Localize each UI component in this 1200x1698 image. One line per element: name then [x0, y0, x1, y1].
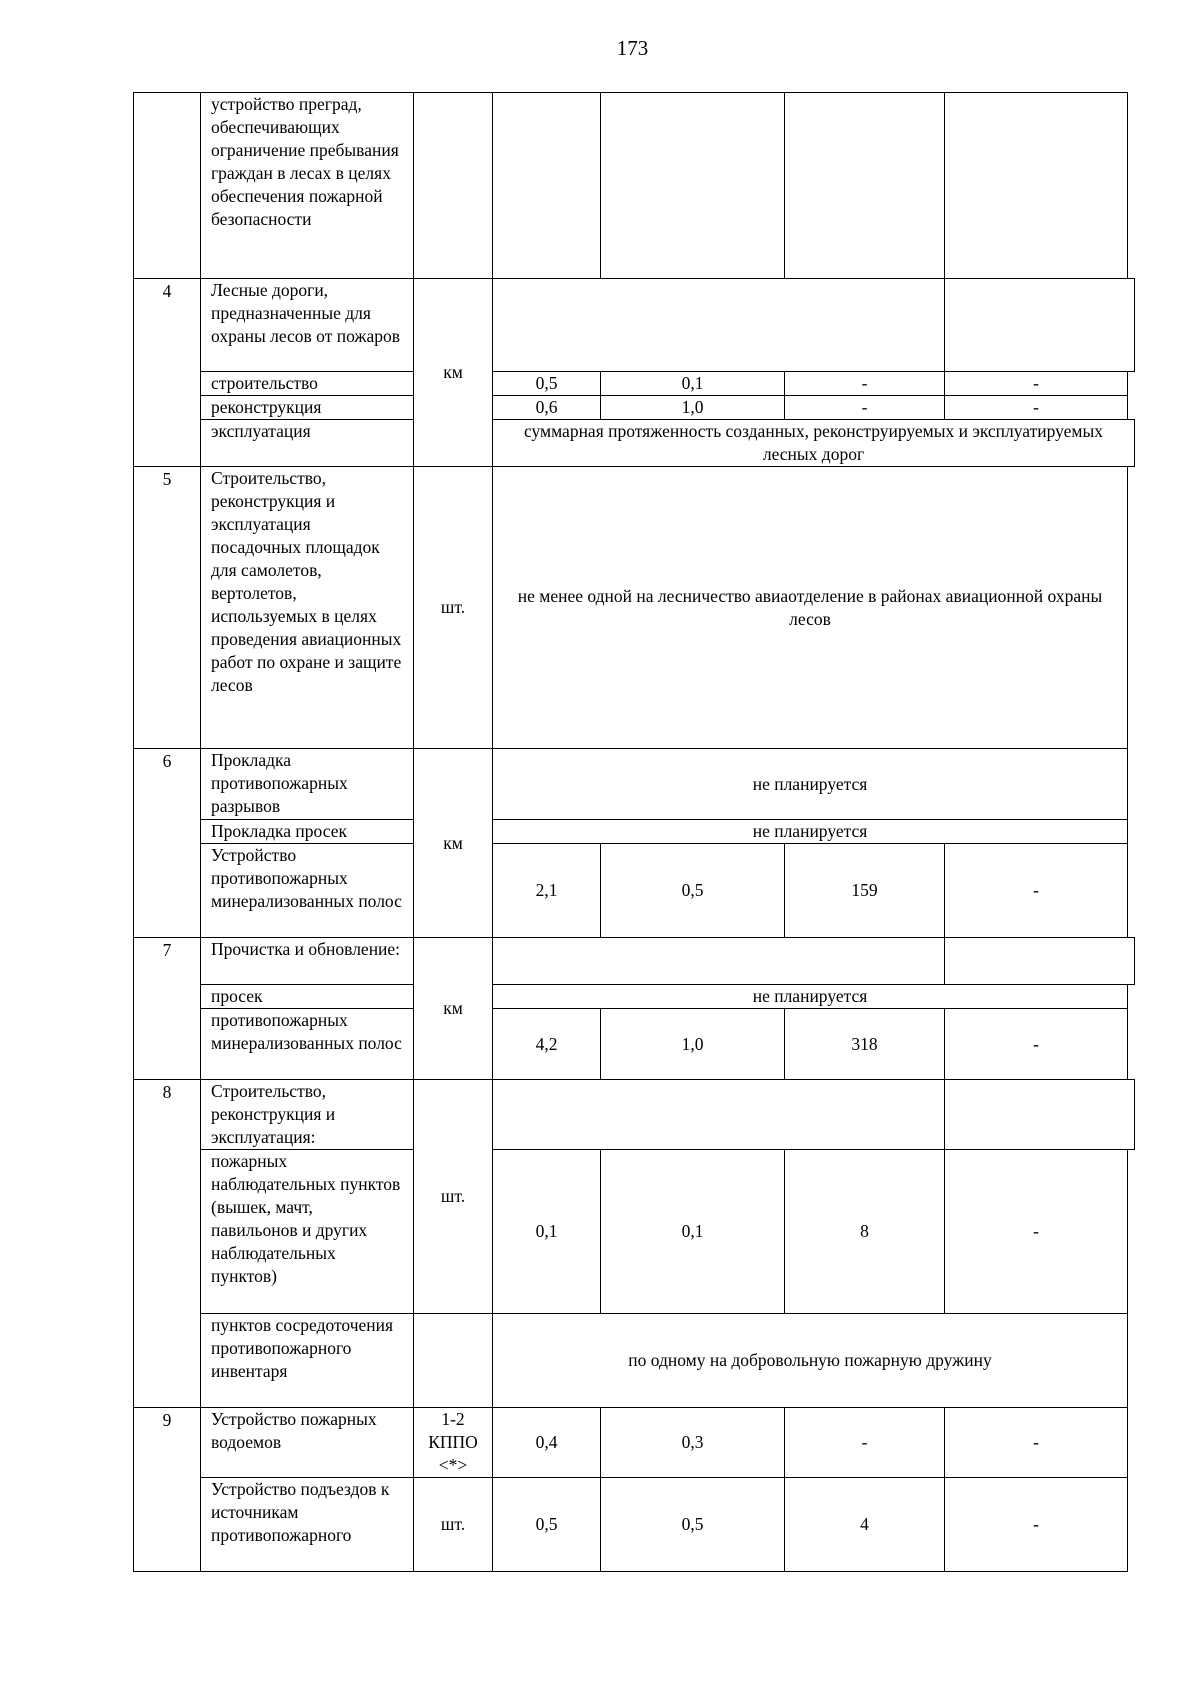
value-cell: 0,3: [601, 1408, 785, 1478]
note-cell: по одному на добровольную пожарную дружину: [493, 1314, 1128, 1408]
value-cell: 4,2: [493, 1009, 601, 1080]
unit-cell: км: [414, 749, 493, 938]
note-cell: не менее одной на лесничество авиаотделение в районах авиационной охраны лесов: [493, 467, 1128, 749]
value-cell: 0,5: [601, 1478, 785, 1572]
measure-name: Лесные дороги, предназначенные для охраны лесов от пожаров: [201, 279, 414, 372]
measure-name: эксплуатация: [201, 420, 414, 467]
measure-name: реконструкция: [201, 396, 414, 420]
unit-cell: км: [414, 279, 493, 467]
value-cell: [601, 93, 785, 279]
row-number: 6: [134, 749, 201, 938]
measure-name: Устройство подъездов к источникам противопожарного: [201, 1478, 414, 1572]
unit-cell: шт.: [414, 1080, 493, 1314]
value-cell: 318: [785, 1009, 945, 1080]
forest-fire-measures-table: [133, 92, 1135, 1572]
value-cell: [493, 1080, 945, 1150]
table-row: [134, 938, 1135, 985]
table-row: [134, 749, 1135, 820]
table-row: [134, 1408, 1135, 1478]
value-cell: [493, 938, 945, 985]
unit-cell: шт.: [414, 467, 493, 749]
value-cell: -: [945, 396, 1128, 420]
note-cell: не планируется: [493, 820, 1128, 844]
table-row: [134, 372, 1135, 396]
measure-name: пожарных наблюдательных пунктов (вышек, мачт, павильонов и других наблюдательных пунктов): [201, 1150, 414, 1314]
value-cell: [493, 279, 945, 372]
measure-name: Строительство, реконструкция и эксплуатация:: [201, 1080, 414, 1150]
unit-cell: 1-2 КППО <*>: [414, 1408, 493, 1478]
note-cell: суммарная протяженность созданных, реконструируемых и эксплуатируемых лесных дорог: [493, 420, 1135, 467]
measure-name: пунктов сосредоточения противопожарного инвентаря: [201, 1314, 414, 1408]
note-cell: не планируется: [493, 985, 1128, 1009]
measure-name: Устройство пожарных водоемов: [201, 1408, 414, 1478]
value-cell: 0,1: [493, 1150, 601, 1314]
row-number: 5: [134, 467, 201, 749]
table-row: [134, 1478, 1135, 1572]
value-cell: -: [785, 1408, 945, 1478]
value-cell: 8: [785, 1150, 945, 1314]
unit-cell: шт.: [414, 1478, 493, 1572]
measure-name: Прокладка просек: [201, 820, 414, 844]
value-cell: 0,6: [493, 396, 601, 420]
table-row: [134, 279, 1135, 372]
value-cell: -: [945, 1478, 1128, 1572]
table-row: [134, 844, 1135, 938]
unit-cell: [414, 1314, 493, 1408]
value-cell: 4: [785, 1478, 945, 1572]
note-cell: не планируется: [493, 749, 1128, 820]
table-row: [134, 1150, 1135, 1314]
page-number: 173: [616, 36, 649, 60]
value-cell: [785, 93, 945, 279]
value-cell: 0,1: [601, 1150, 785, 1314]
value-cell: -: [945, 844, 1128, 938]
row-number-cell: [134, 93, 201, 279]
measure-name: противопожарных минерализованных полос: [201, 1009, 414, 1080]
table-row: [134, 1314, 1135, 1408]
value-cell: 0,5: [493, 1478, 601, 1572]
table-row: [134, 820, 1135, 844]
value-cell: -: [785, 372, 945, 396]
value-cell: -: [785, 396, 945, 420]
row-number: 7: [134, 938, 201, 1080]
value-cell: -: [945, 1150, 1128, 1314]
row-number: 4: [134, 279, 201, 467]
table-row: [134, 93, 1135, 279]
value-cell: 1,0: [601, 1009, 785, 1080]
value-cell: 0,5: [493, 372, 601, 396]
row-number: 9: [134, 1408, 201, 1572]
measure-name: строительство: [201, 372, 414, 396]
table-row: [134, 1009, 1135, 1080]
measure-name: Устройство противопожарных минерализованных полос: [201, 844, 414, 938]
value-cell: [945, 938, 1135, 985]
value-cell: 2,1: [493, 844, 601, 938]
value-cell: 0,5: [601, 844, 785, 938]
measure-name: устройство преград, обеспечивающих ограничение пребывания граждан в лесах в целях обеспечения пожарной безопасности: [201, 93, 414, 279]
value-cell: 159: [785, 844, 945, 938]
value-cell: [493, 93, 601, 279]
row-number: 8: [134, 1080, 201, 1408]
table-row: [134, 396, 1135, 420]
table-row: [134, 420, 1135, 467]
measure-name: Строительство, реконструкция и эксплуатация посадочных площадок для самолетов, вертолетов, используемых в целях проведения авиационных работ по охране и защите лесов: [201, 467, 414, 749]
value-cell: [945, 93, 1128, 279]
value-cell: -: [945, 372, 1128, 396]
value-cell: -: [945, 1408, 1128, 1478]
value-cell: 1,0: [601, 396, 785, 420]
unit-cell: км: [414, 938, 493, 1080]
table-row: [134, 1080, 1135, 1150]
value-cell: [945, 1080, 1135, 1150]
unit-cell: [414, 93, 493, 279]
measure-name: Прочистка и обновление:: [201, 938, 414, 985]
value-cell: 0,4: [493, 1408, 601, 1478]
table-row: [134, 985, 1135, 1009]
measure-name: просек: [201, 985, 414, 1009]
measure-name: Прокладка противопожарных разрывов: [201, 749, 414, 820]
value-cell: [945, 279, 1135, 372]
table-row: [134, 467, 1135, 749]
value-cell: 0,1: [601, 372, 785, 396]
value-cell: -: [945, 1009, 1128, 1080]
